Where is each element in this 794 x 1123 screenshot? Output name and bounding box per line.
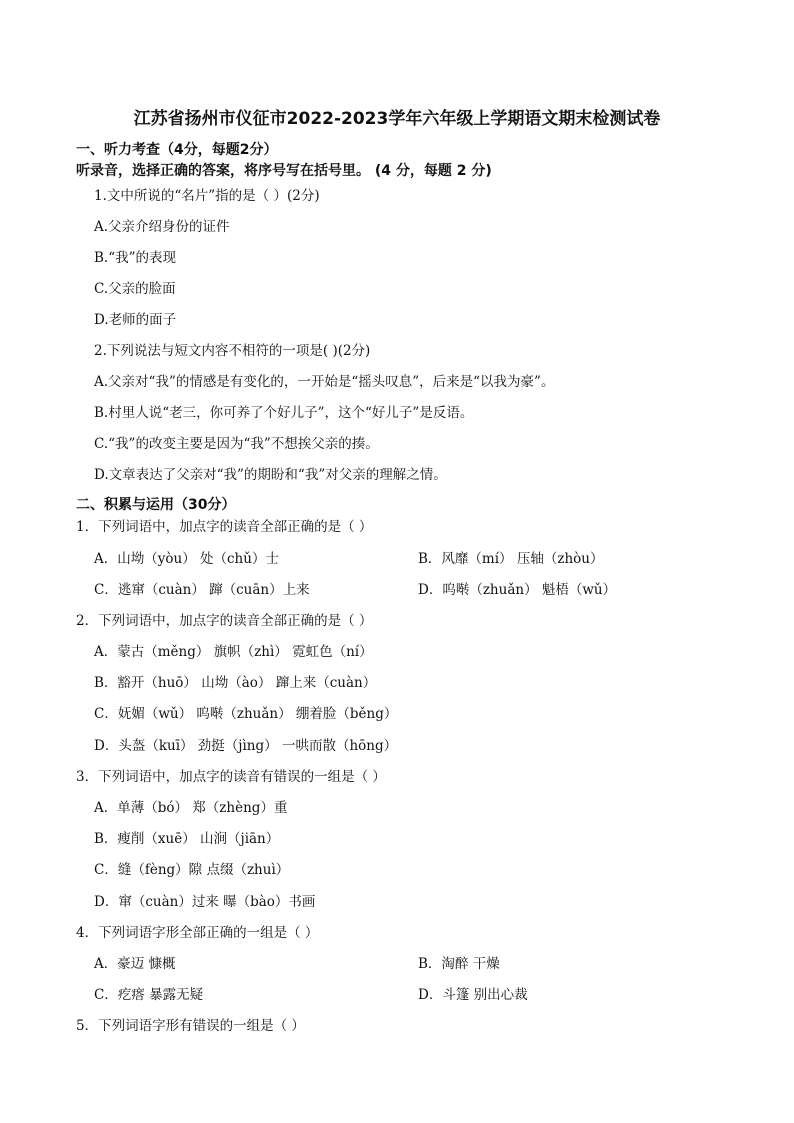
s2-q3-option-c: C．缝（fèng）隙 点缀（zhuì） bbox=[94, 862, 290, 878]
s2-q1-option-b: B．风靡（mí） 压轴（zhòu） bbox=[418, 551, 604, 567]
s1-q2-stem: 2.下列说法与短文内容不相符的一项是( )(2分) bbox=[94, 343, 371, 359]
s1-q1-option-c: C.父亲的脸面 bbox=[94, 281, 176, 297]
s2-q4-option-c: C．疙瘩 暴露无疑 bbox=[94, 987, 204, 1003]
s2-q3-option-d: D．窜（cuàn）过来 曝（bào）书画 bbox=[94, 894, 316, 910]
s2-q3-option-b: B．瘦削（xuē） 山涧（jiān） bbox=[94, 831, 280, 847]
s2-q2-option-d: D．头盔（kuī） 劲挺（jìng） 一哄而散（hōng） bbox=[94, 738, 398, 754]
s2-q2-option-b: B．豁开（huō） 山坳（ào） 蹿上来（cuàn） bbox=[94, 675, 377, 691]
s2-q3-option-a: A．单薄（bó） 郑（zhèng）重 bbox=[94, 800, 288, 816]
section2-heading: 二、积累与运用（30分） bbox=[76, 497, 236, 513]
s2-q1-option-d: D．呜啭（zhuǎn） 魁梧（wǔ） bbox=[418, 582, 617, 598]
document-title: 江苏省扬州市仪征市2022-2023学年六年级上学期语文期末检测试卷 bbox=[133, 109, 661, 129]
s2-q1-stem: 1．下列词语中，加点字的读音全部正确的是（ ） bbox=[76, 519, 373, 535]
s2-q2-option-c: C．妩媚（wǔ） 呜啭（zhuǎn） 绷着脸（běng） bbox=[94, 706, 398, 722]
section1-heading: 一、听力考查（4分，每题2分） bbox=[76, 142, 278, 158]
s1-q2-option-b: B.村里人说“老三，你可养了个好儿子”，这个“好儿子”是反语。 bbox=[94, 405, 474, 421]
s2-q4-option-b: B．淘醉 干燥 bbox=[418, 956, 500, 972]
s2-q3-stem: 3．下列词语中，加点字的读音有错误的一组是（ ） bbox=[76, 769, 386, 785]
s1-q1-option-a: A.父亲介绍身份的证件 bbox=[94, 219, 230, 235]
s1-q1-stem: 1.文中所说的“名片”指的是（ ）(2分) bbox=[94, 188, 320, 204]
s2-q1-option-a: A．山坳（yòu） 处（chǔ）士 bbox=[94, 551, 279, 567]
s2-q2-option-a: A．蒙古（měng） 旗帜（zhì） 霓虹色（ní） bbox=[94, 644, 373, 660]
s2-q1-option-c: C．逃窜（cuàn） 蹿（cuān）上来 bbox=[94, 582, 310, 598]
s1-q2-option-d: D.文章表达了父亲对“我”的期盼和“我”对父亲的理解之情。 bbox=[94, 467, 447, 483]
s2-q4-stem: 4．下列词语字形全部正确的一组是（ ） bbox=[76, 925, 319, 941]
s1-q2-option-c: C.“我”的改变主要是因为“我”不想挨父亲的揍。 bbox=[94, 436, 379, 452]
section1-instruction: 听录音，选择正确的答案，将序号写在括号里。 (4 分，每题 2 分) bbox=[76, 163, 492, 179]
s1-q1-option-d: D.老师的面子 bbox=[94, 312, 177, 328]
s2-q4-option-a: A．豪迈 慷概 bbox=[94, 956, 176, 972]
s2-q2-stem: 2．下列词语中，加点字的读音全部正确的是（ ） bbox=[76, 613, 373, 629]
s1-q1-option-b: B.“我”的表现 bbox=[94, 250, 177, 266]
s1-q2-option-a: A.父亲对“我”的情感是有变化的，一开始是“摇头叹息”，后来是“以我为豪”。 bbox=[94, 374, 555, 390]
s2-q4-option-d: D．斗篷 别出心裁 bbox=[418, 987, 528, 1003]
s2-q5-stem: 5．下列词语字形有错误的一组是（ ） bbox=[76, 1018, 305, 1034]
